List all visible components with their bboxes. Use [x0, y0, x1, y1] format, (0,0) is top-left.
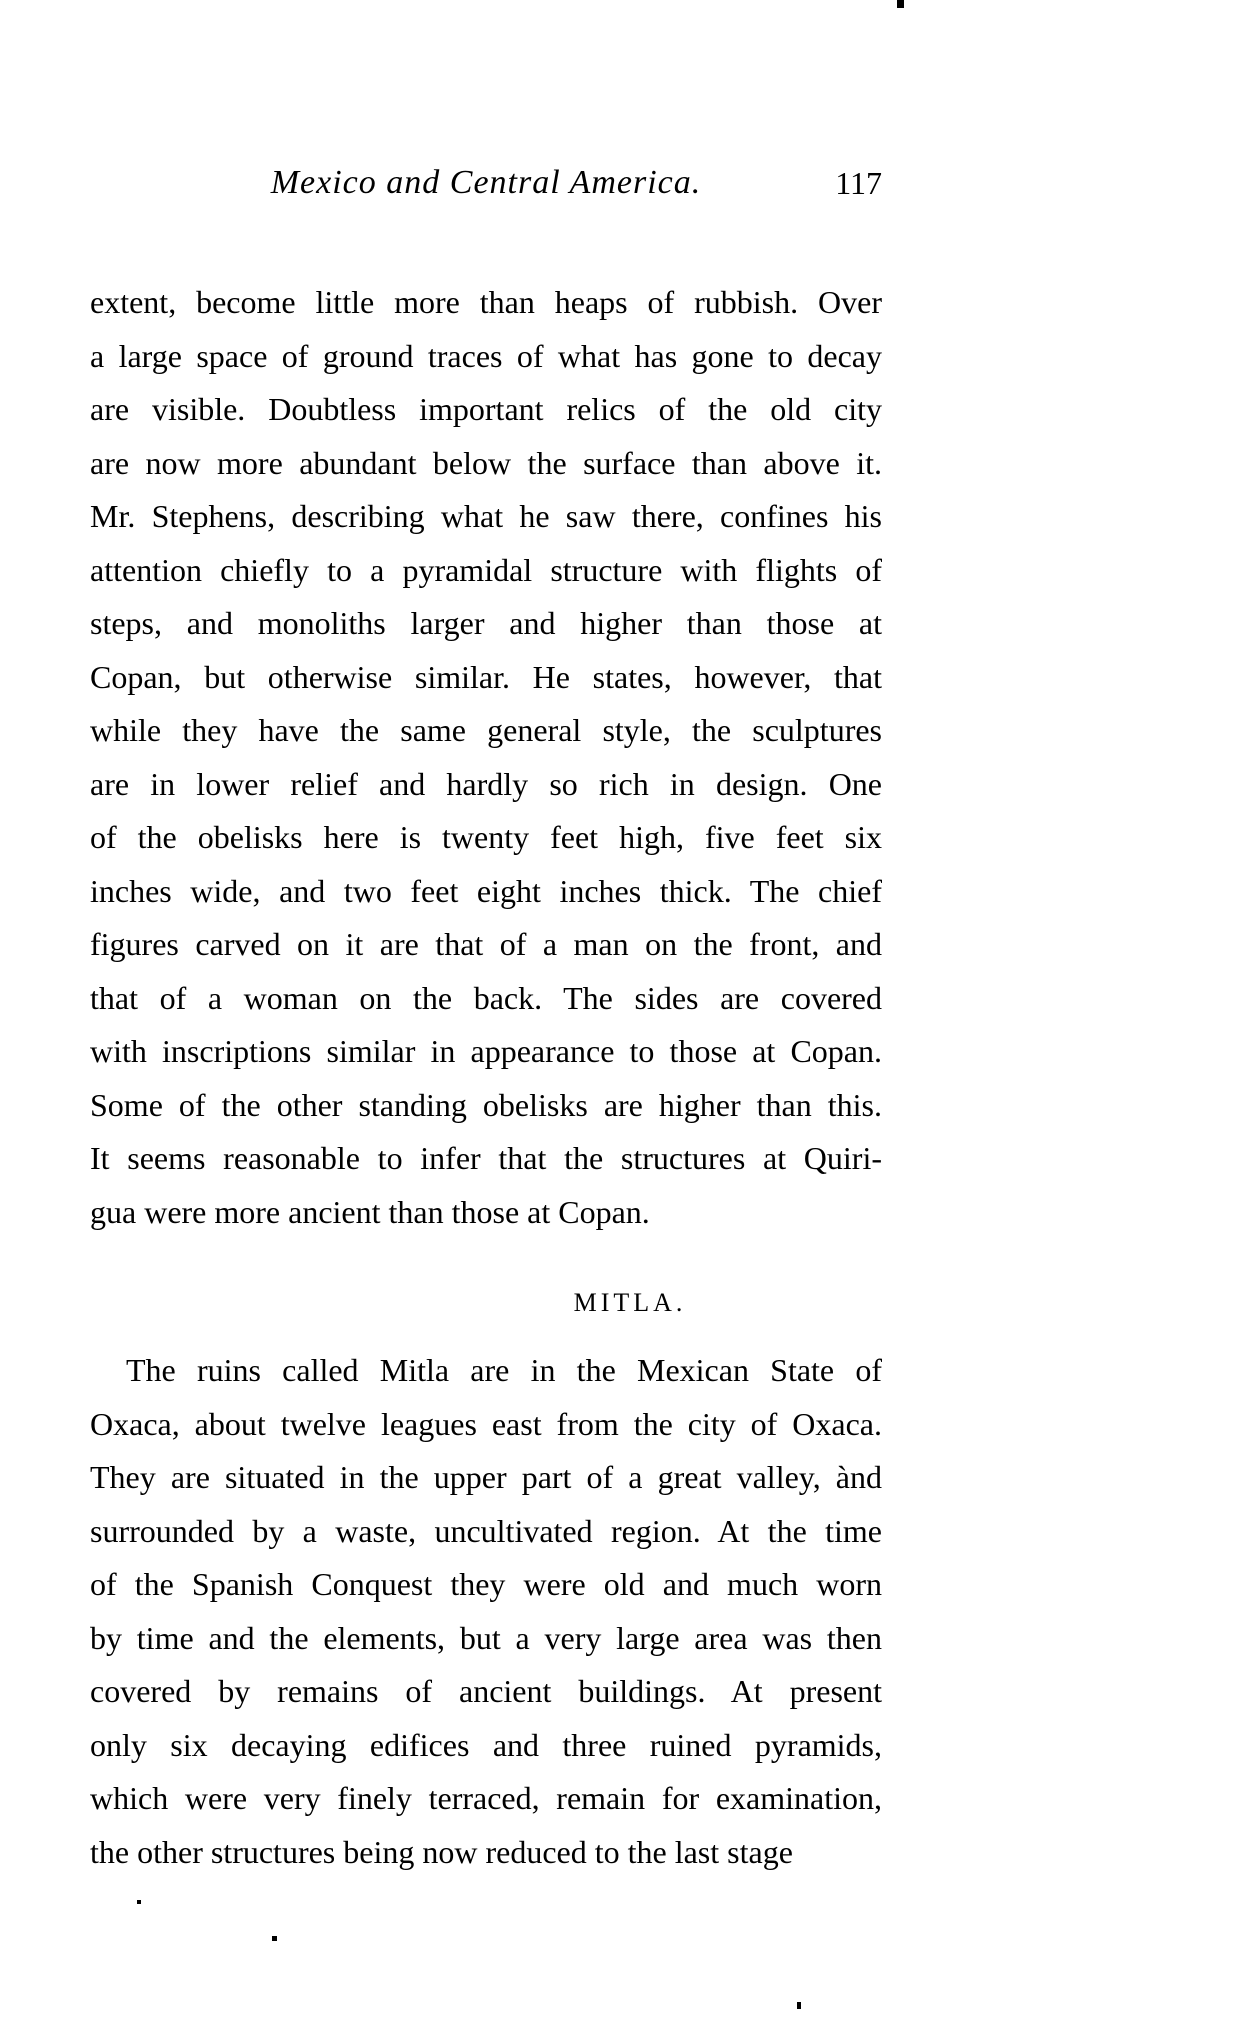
body-text-line: It seems reasonable to infer that the structures at Quiri- [90, 1140, 882, 1176]
running-header-title: Mexico and Central America. [270, 164, 702, 201]
body-text-line: of the Spanish Conquest they were old and much worn [90, 1566, 882, 1602]
scan-speck [897, 0, 904, 8]
body-text-line: with inscriptions similar in appearance to those at Copan. [90, 1033, 882, 1069]
body-text-line: while they have the same general style, the sculptures [90, 712, 882, 748]
body-text-line: figures carved on it are that of a man on the front, and [90, 926, 882, 962]
page-number: 117 [835, 165, 882, 201]
body-text-line: They are situated in the upper part of a great valley, ànd [90, 1459, 882, 1495]
body-text-line: The ruins called Mitla are in the Mexican State of [126, 1352, 882, 1388]
text-column [90, 0, 882, 1879]
body-text-line: a large space of ground traces of what has gone to decay [90, 337, 882, 374]
body-text-line: covered by remains of ancient buildings. At present [90, 1673, 882, 1709]
body-text-line: gua were more ancient than those at Copan. [90, 1193, 650, 1230]
body-text-line: are now more abundant below the surface than above it. [90, 444, 882, 481]
body-text-line: the other structures being now reduced to the last stage [90, 1833, 793, 1870]
body-text-line: extent, become little more than heaps of rubbish. Over [90, 284, 882, 320]
body-text-line: surrounded by a waste, uncultivated region. At the time [90, 1512, 882, 1549]
body-text-line: steps, and monoliths larger and higher than those at [90, 605, 882, 641]
running-header [90, 160, 882, 206]
body-text-line: by time and the elements, but a very large area was then [90, 1619, 882, 1656]
body-text-line: inches wide, and two feet eight inches thick. The chief [90, 872, 882, 909]
body-text-line: Copan, but otherwise similar. He states, however, that [90, 658, 882, 695]
body-text-line: of the obelisks here is twenty feet high, five feet six [90, 819, 882, 855]
body-text-line: which were very finely terraced, remain for examination, [90, 1780, 882, 1816]
paragraph-quirigua [90, 276, 882, 1239]
body-text-line: attention chiefly to a pyramidal structure with flights of [90, 551, 882, 588]
body-text-line: Some of the other standing obelisks are higher than this. [90, 1086, 882, 1123]
body-text-line: are visible. Doubtless important relics of the old city [90, 391, 882, 427]
paragraph-mitla [90, 1344, 882, 1879]
body-text-line: Oxaca, about twelve leagues east from the city of Oxaca. [90, 1405, 882, 1442]
body-text-line: are in lower relief and hardly so rich in design. One [90, 765, 882, 802]
scan-speck [272, 1936, 277, 1941]
scan-speck [797, 2002, 801, 2009]
body-text-line: only six decaying edifices and three ruined pyramids, [90, 1726, 882, 1763]
body-text-line: Mr. Stephens, describing what he saw there, confines his [90, 498, 882, 534]
body-text-line: that of a woman on the back. The sides are covered [90, 979, 882, 1016]
section-heading-mitla: MITLA. [573, 1288, 687, 1317]
scan-speck [137, 1900, 141, 1904]
